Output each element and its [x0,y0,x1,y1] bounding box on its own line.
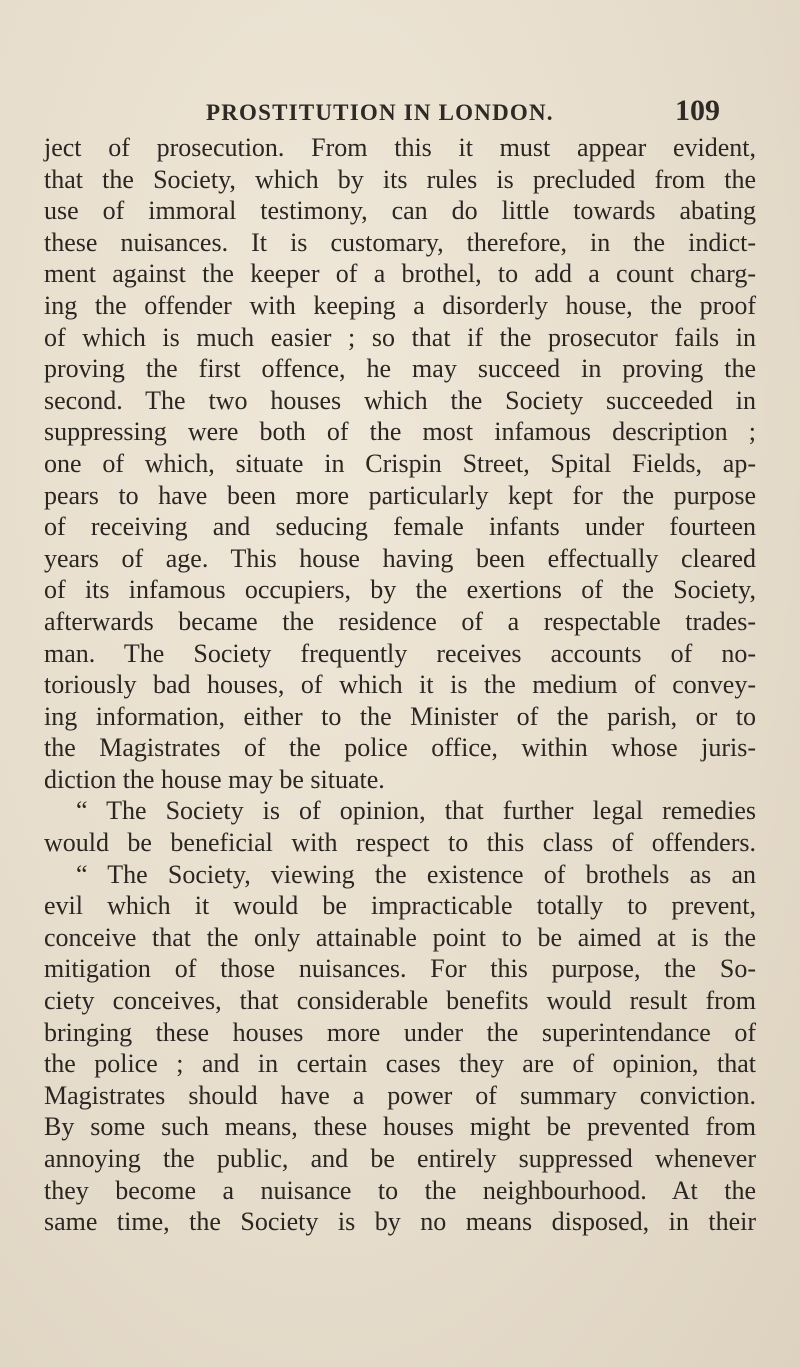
text-line: these nuisances. It is customary, therefore, in the indict- [44,227,756,257]
text-line: ing the offender with keeping a disorderly house, the proof [44,290,756,320]
text-line: “ The Society is of opinion, that further legal remedies [76,796,756,826]
body-text [44,132,756,1238]
text-line: diction the house may be situate. [44,764,385,794]
text-line: bringing these houses more under the superintendance of [44,1017,756,1047]
text-line: would be beneficial with respect to this class of offenders. [44,828,756,858]
text-line: of which is much easier ; so that if the prosecutor fails in [44,322,756,352]
text-line: they become a nuisance to the neighbourhood. At the [44,1175,756,1205]
text-line: pears to have been more particularly kept for the purpose [44,480,756,510]
text-line: By some such means, these houses might be prevented from [44,1112,756,1142]
text-line: ing information, either to the Minister of the parish, or to [44,701,756,731]
text-line: years of age. This house having been effectually cleared [44,543,756,573]
running-title: PROSTITUTION IN LONDON. [206,100,554,125]
text-line: the police ; and in certain cases they are of opinion, that [44,1049,756,1079]
text-line: that the Society, which by its rules is precluded from the [44,164,756,194]
text-line: conceive that the only attainable point to be aimed at is the [44,922,756,952]
text-line: proving the first offence, he may succeed in proving the [44,354,756,384]
text-line: use of immoral testimony, can do little towards abating [44,196,756,226]
text-line: of receiving and seducing female infants under fourteen [44,512,756,542]
text-line: afterwards became the residence of a respectable trades- [44,606,756,636]
text-line: ment against the keeper of a brothel, to add a count charg- [44,259,756,289]
text-line: one of which, situate in Crispin Street, Spital Fields, ap- [44,448,756,478]
text-line: ject of prosecution. From this it must appear evident, [44,133,756,162]
text-line: suppressing were both of the most infamous description ; [44,417,756,447]
text-line: evil which it would be impracticable totally to prevent, [44,891,756,921]
running-head [200,96,720,136]
text-line: of its infamous occupiers, by the exertions of the Society, [44,575,756,605]
text-line: man. The Society frequently receives accounts of no- [44,638,756,668]
text-line: “ The Society, viewing the existence of brothels as an [76,859,756,889]
text-line: the Magistrates of the police office, within whose juris- [44,733,756,763]
text-line: annoying the public, and be entirely suppressed whenever [44,1144,756,1173]
text-line: same time, the Society is by no means disposed, in their [44,1207,756,1237]
page-number: 109 [675,94,720,127]
text-line: toriously bad houses, of which it is the medium of convey- [44,670,756,700]
text-line: Magistrates should have a power of summary conviction. [44,1080,756,1110]
text-line: second. The two houses which the Society succeeded in [44,385,756,415]
text-line: ciety conceives, that considerable benefits would result from [44,986,756,1016]
text-line: mitigation of those nuisances. For this purpose, the So- [44,954,756,984]
